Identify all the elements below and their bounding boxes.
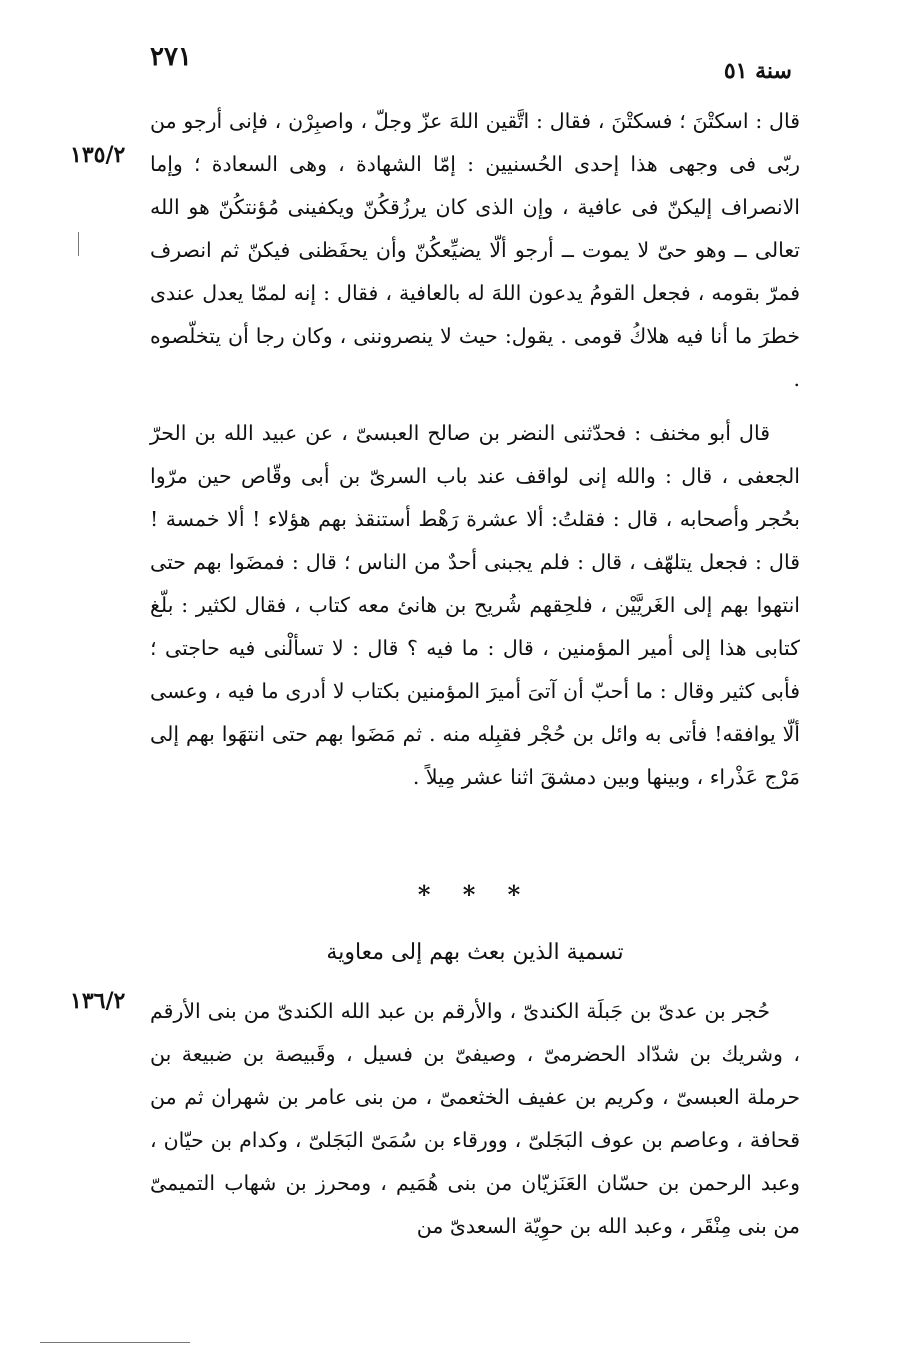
paragraph-1: قال : اسكتْنَ ؛ فسكتْنَ ، فقال : اتَّقين اللهَ عزّ وجلّ ، واصبِرْن ، فإنى أرجو من ربّى فى وجهى هذا إحدى الحُسنيين : إمّا الشهادة ، وهى السعادة ؛ وإما الانصراف إليكنّ فى عافية ، وإن الذى كان يرزُقكُنّ ويكفينى مُؤنتكُنّ هو الله تعالى ــ وهو حىّ لا يموت ــ أرجو ألّا يضيِّعكُنّ وأن يحفَظنى فيكنّ ثم انصرف فمرّ بقومه ، فجعل القومُ يدعون اللهَ له بالعافية ، فقال : إنه لممّا يعدل عندى خطرَ ما أنا فيه هلاكُ قومى . يقول: حيث لا ينصروننى ، وكان رجا أن يتخلّصوه .	[150, 109, 800, 391]
section-separator: * * *	[417, 880, 533, 909]
section-2	[150, 412, 800, 799]
paragraph-2: قال أبو مخنف : فحدّثنى النضر بن صالح العبسىّ ، عن عبيد الله بن الحرّ الجعفى ، قال : والله إنى لواقف عند باب السرىّ بن أبى وقّاص حين مرّوا بحُجر وأصحابه ، قال : فقلتُ: ألا عشرة رَهْط أستنقذ بهم هؤلاء ! ألا خمسة ! قال : فجعل يتلهّف ، قال : فلم يجبنى أحدٌ من الناس ؛ قال : فمضَوا بهم حتى انتهوا بهم إلى الغَريَّيْن ، فلحِقهم شُريح بن هانئ معه كتاب ، فقال لكثير : بلّغ كتابى هذا إلى أمير المؤمنين ، قال : ما فيه ؟ قال : لا تسألْنى فيه حاجتى ؛ فأبى كثير وقال : ما أحبّ أن آتىَ أميرَ المؤمنين بكتاب لا أدرى ما فيه ، وعسى ألّا يوافقه! فأتى به وائل بن حُجْر فقبِله منه . ثم مَضَوا بهم حتى انتهَوا بهم إلى مَرْج عَذْراء ، وبينها وبين دمشقَ اثنا عشر مِيلاً .	[150, 421, 800, 789]
page-number: ٢٧١	[150, 42, 192, 72]
bottom-rule	[40, 1342, 190, 1343]
section-1	[150, 100, 800, 401]
margin-reference-2: ١٣٦/٢	[70, 988, 126, 1014]
section-3	[150, 990, 800, 1248]
running-header-year: سنة ٥١	[723, 58, 792, 84]
margin-reference-1: ١٣٥/٢	[70, 142, 126, 168]
paragraph-3: حُجر بن عدىّ بن جَبلَة الكندىّ ، والأرقم بن عبد الله الكندىّ من بنى الأرقم ، وشريك بن شدّاد الحضرمىّ ، وصيفىّ بن فسيل ، وقَبيصة بن ضبيعة بن حرملة العبسىّ ، وكريم بن عفيف الخثعمىّ ، من بنى عامر بن شهران ثم من قحافة ، وعاصم بن عوف البَجَلىّ ، وورقاء بن سُمَىّ البَجَلىّ ، وكدام بن حيّان ، وعبد الرحمن بن حسّان العَنَزيّان من بنى هُمَيم ، ومحرز بن شهاب التميمىّ من بنى مِنْقَر ، وعبد الله بن حوِيّة السعدىّ من	[150, 999, 800, 1238]
section-heading: تسمية الذين بعث بهم إلى معاوية	[326, 940, 624, 965]
margin-tick	[78, 232, 79, 256]
